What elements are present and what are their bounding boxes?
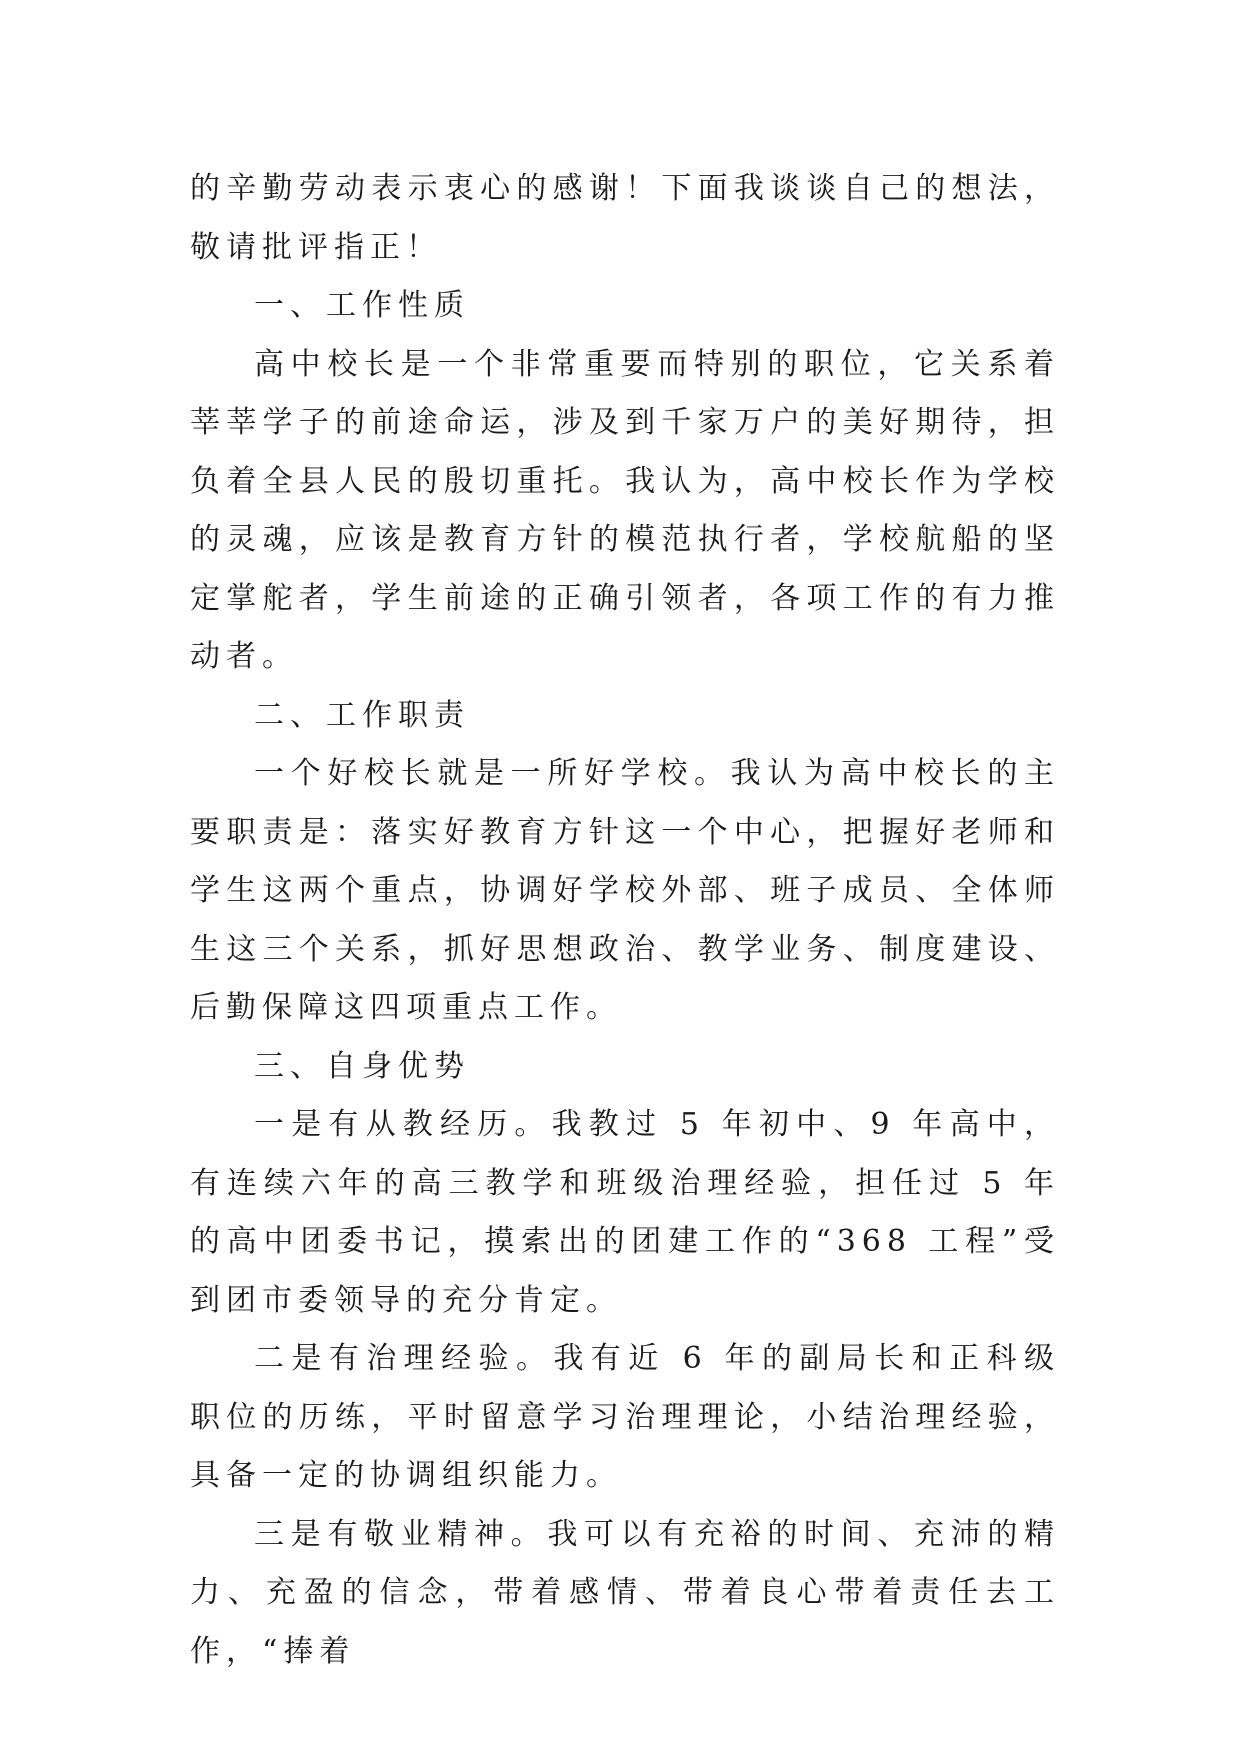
paragraph-2: 高中校长是一个非常重要而特别的职位，它关系着莘莘学子的前途命运，涉及到千家万户的美好期待，担负着全县人民的殷切重托。我认为，高中校长作为学校的灵魂，应该是教育方针的模范执行者，学校航船的坚定掌舵者，学生前途的正确引领者，各项工作的有力推动者。 — [190, 346, 1060, 674]
section-heading-1: 一、工作性质 — [254, 288, 470, 323]
paragraph-6: 三是有敬业精神。我可以有充裕的时间、充沛的精力、充盈的信念，带着感情、带着良心带着责任去工作，“捧着 — [190, 1516, 1060, 1669]
paragraph-3: 一个好校长就是一所好学校。我认为高中校长的主要职责是：落实好教育方针这一个中心，把握好老师和学生这两个重点，协调好学校外部、班子成员、全体师生这三个关系，抓好思想政治、教学业务、制度建设、后勤保障这四项重点工作。 — [190, 756, 1060, 1025]
paragraph-4: 一是有从教经历。我教过 5 年初中、9 年高中，有连续六年的高三教学和班级治理经验，担任过 5 年的高中团委书记，摸索出的团建工作的“368 工程”受到团市委领导的充分肯定。 — [190, 1107, 1060, 1318]
paragraph-5: 二是有治理经验。我有近 6 年的副局长和正科级职位的历练，平时留意学习治理理论，小结治理经验，具备一定的协调组织能力。 — [190, 1341, 1060, 1493]
document-body — [190, 160, 1060, 1681]
section-heading-3: 三、自身优势 — [254, 1048, 470, 1084]
section-heading-2: 二、工作职责 — [254, 697, 470, 733]
paragraph-1: 的辛勤劳动表示衷心的感谢！下面我谈谈自己的想法，敬请批评指正！ — [190, 171, 1060, 265]
